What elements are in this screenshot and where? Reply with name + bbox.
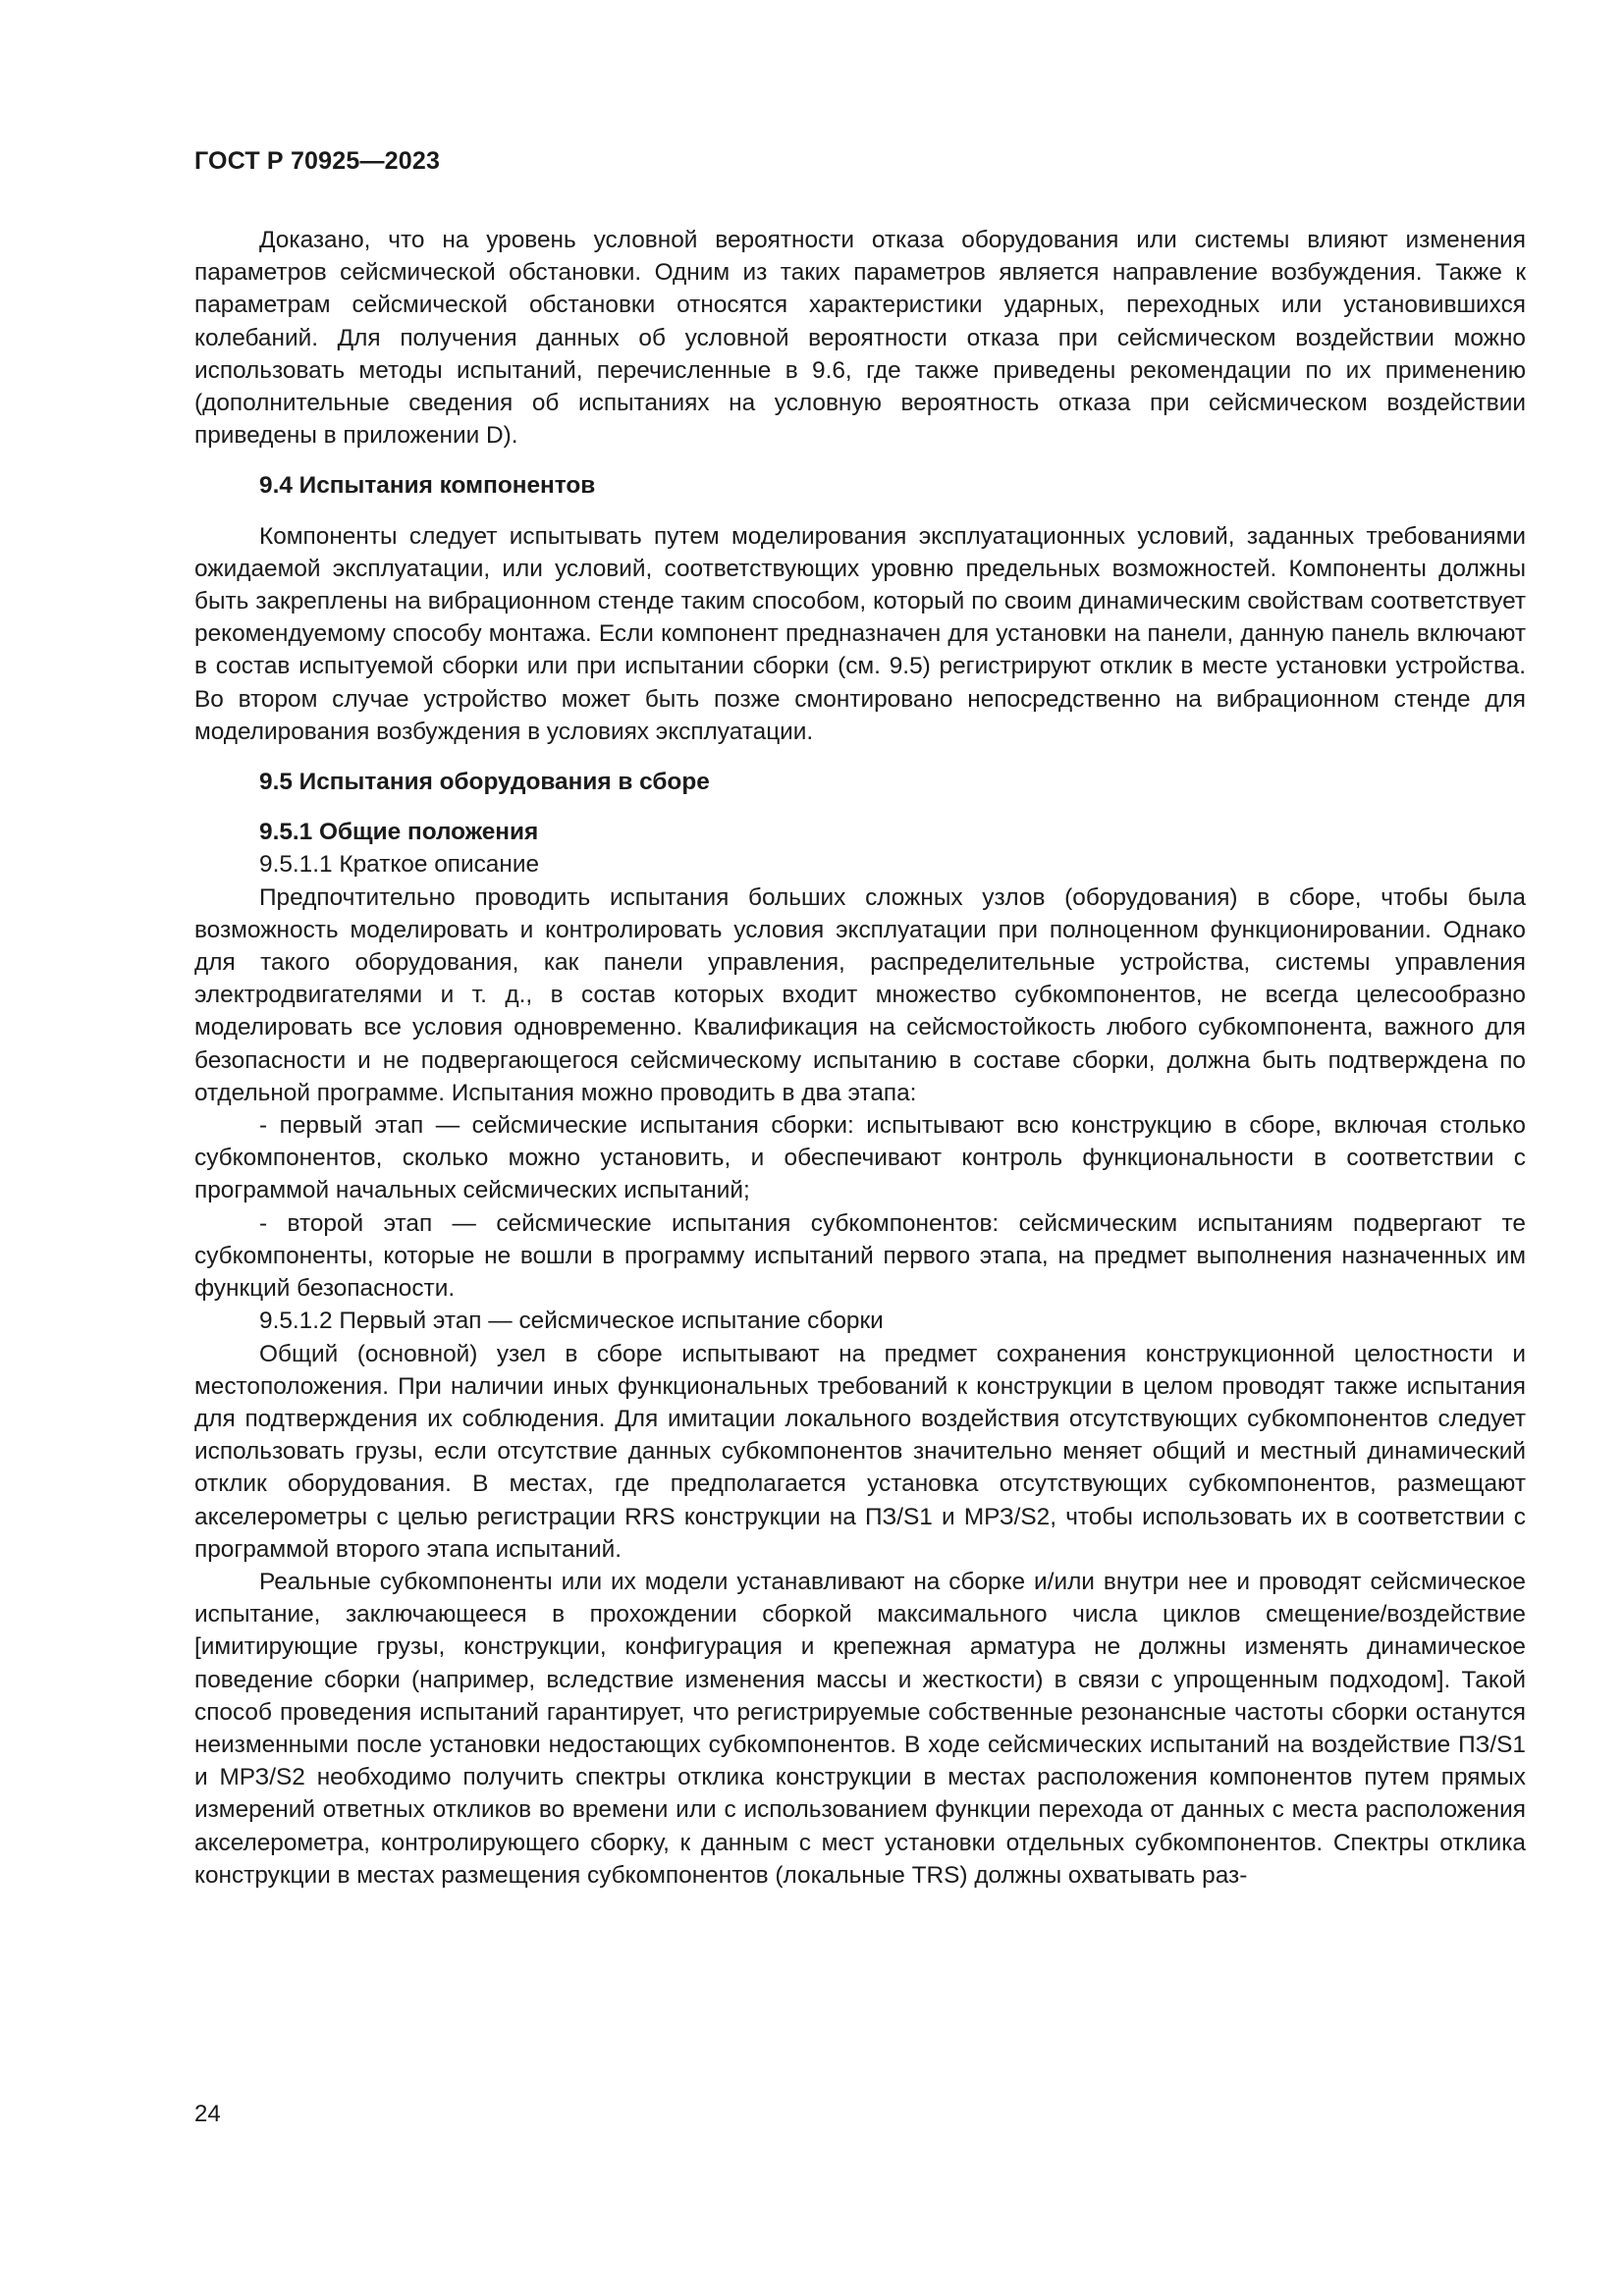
list-item: - первый этап — сейсмические испытания сборки: испытывают всю конструкцию в сборе, включая столько субкомпонентов, сколько можно установить, и обеспечивают контроль функциональности в соответствии с программой начальных сейсмических испытаний; [194,1112,1526,1204]
subsection-heading-9-5-1: 9.5.1 Общие положения [259,819,539,846]
clause-heading-9-5-1-2: 9.5.1.2 Первый этап — сейсмическое испытание сборки [259,1308,884,1335]
clause-heading-9-5-1-1: 9.5.1.1 Краткое описание [259,851,540,879]
document-body [194,224,1526,1892]
page-number: 24 [194,2101,221,2127]
document-page [194,0,1526,2296]
paragraph: Реальные субкомпоненты или их модели устанавливают на сборке и/или внутри нее и проводят сейсмическое испытание, заключающееся в прохождении сборкой максимального числа циклов смещение/воздействие [имитирующие грузы, конструкции, конфигурация и крепежная арматура не должны изменять динамическое поведение сборки (например, вследствие изменения массы и жесткости) в связи с упрощенным подходом]. Такой способ проведения испытаний гарантирует, что регистрируемые собственные резонансные частоты сборки останутся неизменными после установки недостающих субкомпонентов. В ходе сейсмических испытаний на воздействие ПЗ/S1 и МРЗ/S2 необходимо получить спектры отклика конструкции в местах расположения компонентов путем прямых измерений ответных откликов во времени или с использованием функции перехода от данных с места расположения акселерометра, контролирующего сборку, к данным с мест установки отдельных субкомпонентов. Спектры отклика конструкции в местах размещения субкомпонентов (локальные TRS) должны охватывать раз- [194,1568,1526,1889]
section-heading-9-4: 9.4 Испытания компонентов [259,472,596,500]
paragraph: Общий (основной) узел в сборе испытывают на предмет сохранения конструкционной целостности и местоположения. При наличии иных функциональных требований к конструкции в целом проводят также испытания для подтверждения их соблюдения. Для имитации локального воздействия отсутствующих субкомпонентов следует использовать грузы, если отсутствие данных субкомпонентов значительно меняет общий и местный динамический отклик оборудования. В местах, где предполагается установка отсутствующих субкомпонентов, размещают акселерометры с целью регистрации RRS конструкции на ПЗ/S1 и МРЗ/S2, чтобы использовать их в соответствии с программой второго этапа испытаний. [194,1340,1526,1563]
paragraph: Предпочтительно проводить испытания больших сложных узлов (оборудования) в сборе, чтобы была возможность моделировать и контролировать условия эксплуатации при полноценном функционировании. Однако для такого оборудования, как панели управления, распределительные устройства, системы управления электродвигателями и т. д., в состав которых входит множество субкомпонентов, не всегда целесообразно моделировать все условия одновременно. Квалификация на сейсмостойкость любого субкомпонента, важного для безопасности и не подвергающегося сейсмическому испытанию в составе сборки, должна быть подтверждена по отдельной программе. Испытания можно проводить в два этапа: [194,883,1526,1106]
list-item: - второй этап — сейсмические испытания субкомпонентов: сейсмическим испытаниям подвергают те субкомпоненты, которые не вошли в программу испытаний первого этапа, на предмет выполнения назначенных им функций безопасности. [194,1209,1526,1303]
document-header-code: ГОСТ Р 70925—2023 [194,147,441,175]
paragraph: Доказано, что на уровень условной вероятности отказа оборудования или системы влияют изменения параметров сейсмической обстановки. Одним из таких параметров является направление возбуждения. Также к параметрам сейсмической обстановки относятся характеристики ударных, переходных или установившихся колебаний. Для получения данных об условной вероятности отказа при сейсмическом воздействии можно использовать методы испытаний, перечисленные в 9.6, где также приведены рекомендации по их применению (дополнительные сведения об испытаниях на условную вероятность отказа при сейсмическом воздействии приведены в приложении D). [194,227,1526,450]
section-heading-9-5: 9.5 Испытания оборудования в сборе [259,769,710,796]
paragraph: Компоненты следует испытывать путем моделирования эксплуатационных условий, заданных требованиями ожидаемой эксплуатации, или условий, соответствующих уровню предельных возможностей. Компоненты должны быть закреплены на вибрационном стенде таким способом, который по своим динамическим свойствам соответствует рекомендуемому способу монтажа. Если компонент предназначен для установки на панели, данную панель включают в состав испытуемой сборки или при испытании сборки (см. 9.5) регистрируют отклик в месте установки устройства. Во втором случае устройство может быть позже смонтировано непосредственно на вибрационном стенде для моделирования возбуждения в условиях эксплуатации. [194,522,1526,745]
